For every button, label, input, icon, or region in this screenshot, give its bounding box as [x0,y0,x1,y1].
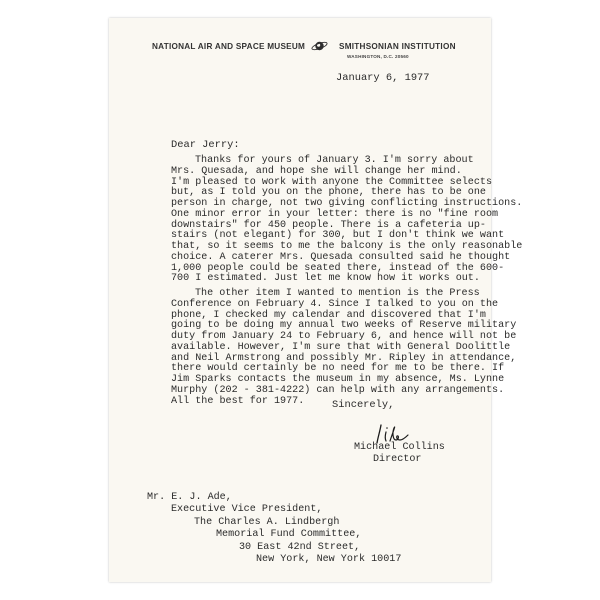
address-line: Mr. E. J. Ade, [147,492,232,503]
paragraph-line: All the best for 1977. [171,395,305,407]
paragraph-line: person in charge, not two giving conflicting instructions. [171,198,523,209]
letter-closing: Sincerely, [332,399,395,411]
letterhead-address: WASHINGTON, D.C. 20560 [347,54,409,59]
address-line: 30 East 42nd Street, [239,541,361,553]
paragraph-line: Murphy (202 - 381-4222) can help with any arrangements. [171,384,505,396]
letterhead-institution-name: SMITHSONIAN INSTITUTION [339,42,456,51]
paragraph-line: choice. A caterer Mrs. Quesada consulted said he thought [171,251,511,263]
recipient-address [147,492,401,566]
paragraph-line: One minor error in your letter: there is no "fine room [171,208,499,220]
letter-greeting: Dear Jerry: [171,139,240,151]
paragraph-line: Mrs. Quesada, and hope she will change her mind. [171,165,462,177]
paragraph-line: I'm pleased to work with anyone the Committee selects [171,176,493,188]
paragraph-line: Thanks for yours of January 3. I'm sorry about [195,155,474,166]
paragraph-line: 1,000 people could be seated there, instead of the 600- [171,262,505,274]
paragraph-line: going to be doing my annual two weeks of Reserve military [171,320,517,332]
paragraph-line: duty from January 24 to February 6, and hence will not be [171,331,517,342]
smithsonian-sunburst-logo-icon [311,39,328,53]
body-paragraph-2 [171,288,517,407]
address-line: Memorial Fund Committee, [216,529,362,541]
paragraph-line: but, as I told you on the phone, there has to be one [171,187,486,199]
paragraph-line: and Neil Armstrong and possibly Mr. Ripley in attendance, [171,352,517,364]
body-paragraph-1 [171,155,523,285]
paragraph-line: there would certainly be no need for me to be there. If [171,363,505,375]
address-line: The Charles A. Lindbergh [194,516,340,528]
letterhead-museum-name: NATIONAL AIR AND SPACE MUSEUM [152,42,306,51]
paragraph-line: The other item I wanted to mention is the Press [195,288,480,299]
signer-title: Director [373,454,422,465]
paragraph-line: available. However, I'm sure that with General Doolittle [171,341,511,353]
signer-name: Michael Collins [354,442,445,453]
address-line: New York, New York 10017 [256,553,402,565]
paragraph-line: stairs (not elegant) for 300, but I don't think we want [171,230,505,242]
letter-date: January 6, 1977 [336,72,430,84]
paragraph-line: Jim Sparks contacts the museum in my absence, Ms. Lynne [171,374,505,385]
address-line: Executive Vice President, [171,504,323,516]
paragraph-line: Conference on February 4. Since I talked to you on the [171,298,499,310]
letterhead [109,39,491,69]
letter-page [109,18,523,582]
paragraph-line: downstairs" for 450 people. There is a cafeteria up- [171,219,486,231]
paragraph-line: that, so it seems to me the balcony is the only reasonable [171,241,523,252]
paragraph-line: phone, I checked my calendar and discovered that I'm [171,309,486,321]
paragraph-line: 700 I estimated. Just let me know how it works out. [171,273,480,285]
